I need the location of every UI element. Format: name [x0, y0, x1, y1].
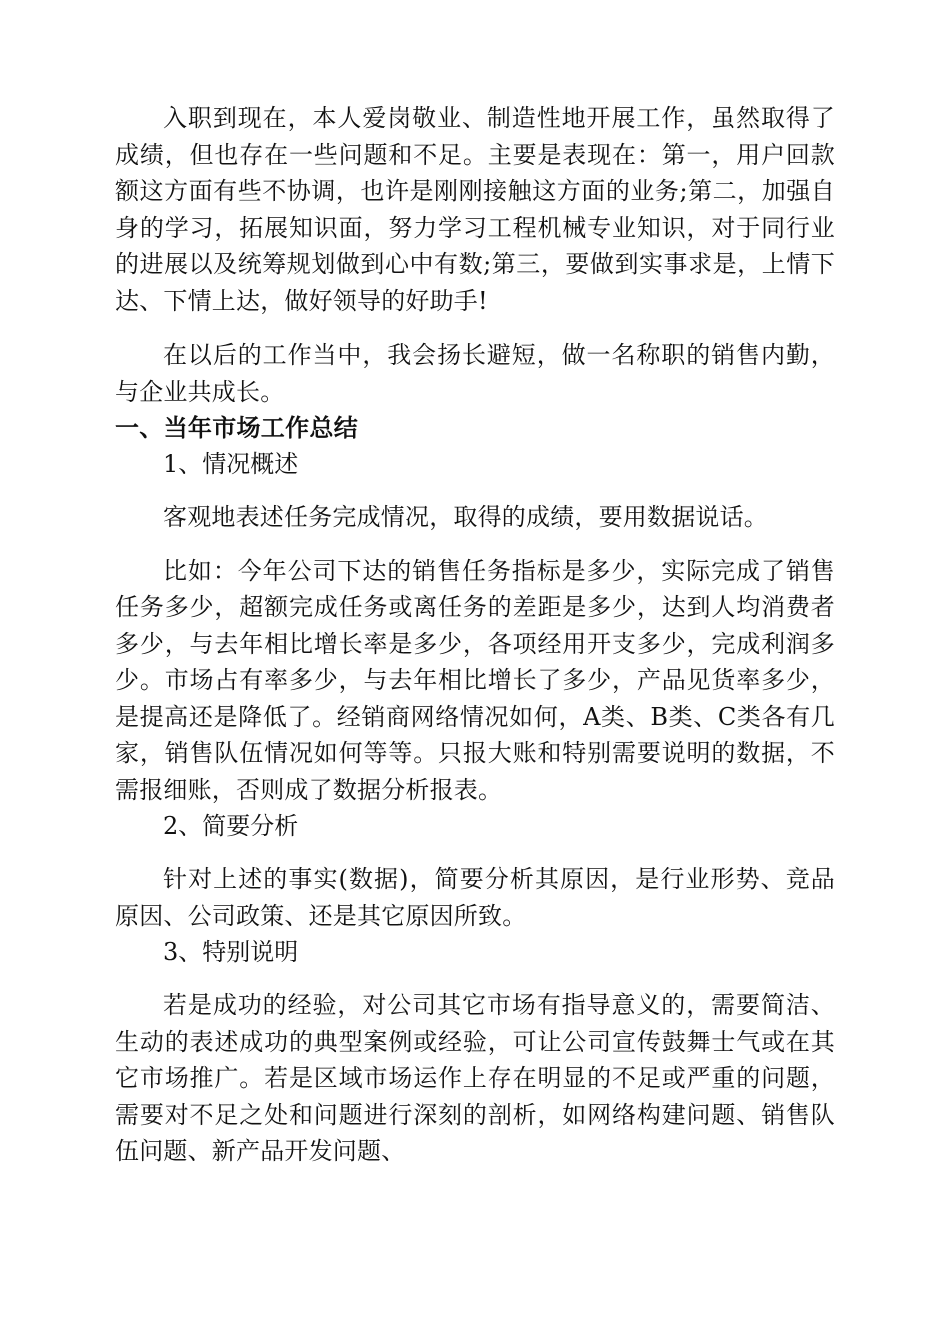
section-heading-market-summary: 一、当年市场工作总结 — [115, 414, 358, 442]
subheading-special-notes: 3、特别说明 — [163, 938, 299, 966]
paragraph-overview-example: 比如：今年公司下达的销售任务指标是多少，实际完成了销售任务多少，超额完成任务或离任务的差距是多少，达到人均消费者多少，与去年相比增长率是多少，各项经用开支多少，完成利润多少。市场占有率多少，与去年相比增长了多少，产品见货率多少，是提高还是降低了。经销商网络情况如何，A类、B类、C类各有几家，销售队伍情况如何等等。只报大账和特别需要说明的数据，不需报细账，否则成了数据分析报表。 — [115, 556, 835, 804]
paragraph-self-assessment: 入职到现在，本人爱岗敬业、制造性地开展工作，虽然取得了成绩，但也存在一些问题和不足。主要是表现在：第一，用户回款额这方面有些不协调，也许是刚刚接触这方面的业务;第二，加强自身的学习，拓展知识面，努力学习工程机械专业知识，对于同行业的进展以及统筹规划做到心中有数;第三，要做到实事求是，上情下达、下情上达，做好领导的好助手! — [115, 104, 835, 315]
document-page — [115, 100, 835, 1170]
paragraph-future-commitment: 在以后的工作当中，我会扬长避短，做一名称职的销售内勤，与企业共成长。 — [115, 341, 835, 406]
subheading-analysis: 2、简要分析 — [163, 812, 299, 840]
subheading-overview: 1、情况概述 — [163, 450, 299, 478]
paragraph-special-notes: 若是成功的经验，对公司其它市场有指导意义的，需要简洁、生动的表述成功的典型案例或经验，可让公司宣传鼓舞士气或在其它市场推广。若是区域市场运作上存在明显的不足或严重的问题，需要对不足之处和问题进行深刻的剖析，如网络构建问题、销售队伍问题、新产品开发问题、 — [115, 991, 835, 1165]
paragraph-overview-intro: 客观地表述任务完成情况，取得的成绩，要用数据说话。 — [163, 503, 768, 531]
paragraph-analysis: 针对上述的事实(数据)，简要分析其原因，是行业形势、竞品原因、公司政策、还是其它原因所致。 — [115, 865, 835, 930]
